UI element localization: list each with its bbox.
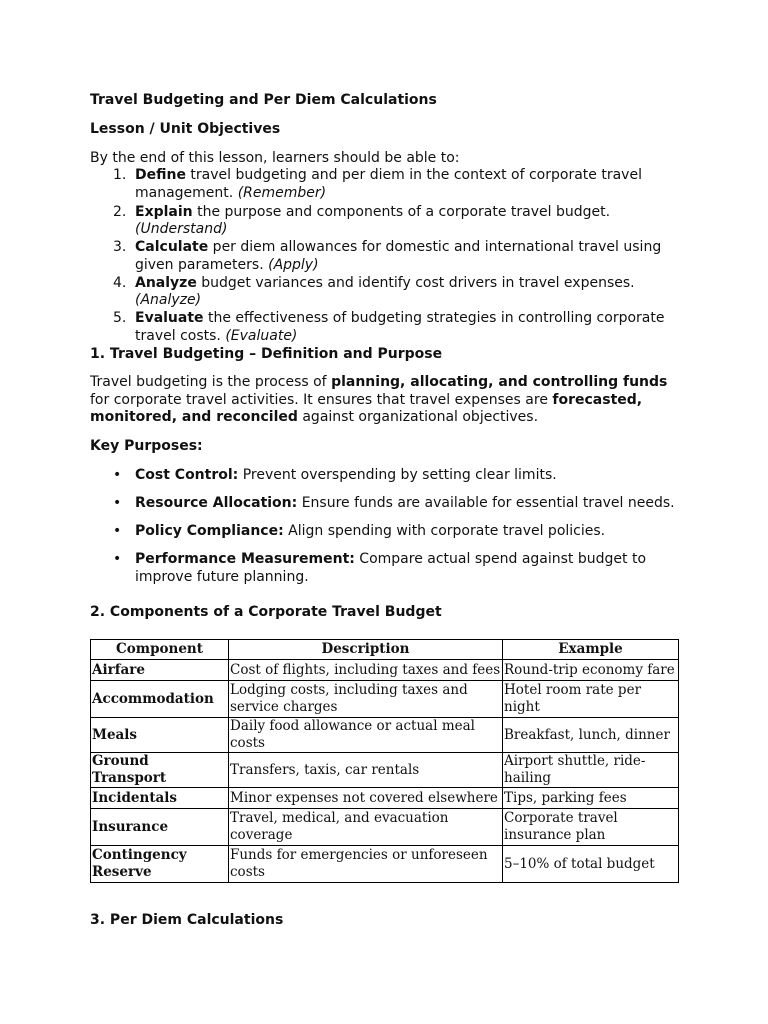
text-run: Travel budgeting is the process of — [90, 374, 332, 390]
table-cell: Cost of flights, including taxes and fees — [229, 660, 503, 681]
list-item — [135, 522, 605, 540]
table-cell: 5–10% of total budget — [503, 846, 679, 883]
table-cell: Breakfast, lunch, dinner — [503, 718, 679, 753]
table-cell: Daily food allowance or actual meal costs — [229, 718, 503, 753]
paragraph-line — [90, 408, 538, 426]
table-cell: Meals — [91, 718, 229, 753]
objective-level: (Understand) — [135, 221, 228, 237]
objective-verb: Calculate — [135, 239, 209, 255]
objective-text: the effectiveness of budgeting strategies in controlling corporate — [203, 310, 665, 326]
list-item-text: Compare actual spend against budget to — [354, 551, 647, 567]
bullet: • — [113, 467, 122, 483]
key-purposes-heading: Key Purposes: — [90, 438, 203, 454]
table-row — [91, 753, 679, 788]
list-item — [135, 494, 675, 512]
list-item-label: Performance Measurement: — [135, 551, 355, 567]
bullet: • — [113, 551, 122, 567]
components-table — [90, 639, 679, 883]
objective-line — [135, 291, 201, 309]
objective-verb: Explain — [135, 204, 193, 220]
objective-text: budget variances and identify cost drivers in travel expenses. — [196, 275, 635, 291]
column-header: Description — [229, 640, 503, 660]
column-header: Example — [503, 640, 679, 660]
objective-text: travel budgeting and per diem in the context of corporate travel — [185, 167, 642, 183]
table-cell: Incidentals — [91, 788, 229, 809]
text-run: planning, allocating, and controlling funds — [331, 374, 668, 390]
table-cell: Minor expenses not covered elsewhere — [229, 788, 503, 809]
paragraph-line — [90, 391, 642, 409]
objective-verb: Analyze — [135, 275, 197, 291]
objective-number: 4. — [113, 275, 127, 291]
text-run: forecasted, — [552, 392, 643, 408]
text-run: for corporate travel activities. It ensures that travel expenses are — [90, 392, 553, 408]
table-cell: Round-trip economy fare — [503, 660, 679, 681]
objectives-intro: By the end of this lesson, learners should be able to: — [90, 150, 460, 166]
objective-line — [135, 184, 326, 202]
table-cell: Ground Transport — [91, 753, 229, 788]
bullet: • — [113, 495, 122, 511]
objective-line — [135, 309, 664, 327]
list-item-label: Cost Control: — [135, 467, 239, 483]
section-heading: 3. Per Diem Calculations — [90, 912, 284, 928]
objectives-heading: Lesson / Unit Objectives — [90, 121, 281, 137]
objective-level: (Apply) — [268, 257, 319, 273]
table-cell: Airport shuttle, ride-hailing — [503, 753, 679, 788]
list-item — [135, 550, 646, 568]
table-cell: Insurance — [91, 809, 229, 846]
objective-level: (Evaluate) — [225, 328, 298, 344]
objective-line — [135, 274, 635, 292]
table-header-row — [91, 640, 679, 660]
table-cell: Contingency Reserve — [91, 846, 229, 883]
objective-line — [135, 203, 610, 221]
table-cell: Corporate travel insurance plan — [503, 809, 679, 846]
objective-text: per diem allowances for domestic and international travel using — [208, 239, 662, 255]
table-cell: Funds for emergencies or unforeseen costs — [229, 846, 503, 883]
objective-number: 2. — [113, 204, 127, 220]
table-cell: Airfare — [91, 660, 229, 681]
document-title: Travel Budgeting and Per Diem Calculations — [90, 92, 437, 108]
table-row — [91, 718, 679, 753]
list-item-text: Align spending with corporate travel policies. — [283, 523, 606, 539]
table-cell: Travel, medical, and evacuation coverage — [229, 809, 503, 846]
objective-line — [135, 327, 297, 345]
table-cell: Lodging costs, including taxes and service charges — [229, 681, 503, 718]
objective-text: management. — [135, 185, 238, 201]
section-heading: 2. Components of a Corporate Travel Budget — [90, 604, 442, 620]
list-item-continuation: improve future planning. — [135, 569, 309, 585]
table-row — [91, 660, 679, 681]
paragraph-line — [90, 373, 667, 391]
list-item — [135, 466, 557, 484]
table-cell: Accommodation — [91, 681, 229, 718]
column-header: Component — [91, 640, 229, 660]
objective-line — [135, 166, 642, 184]
table-cell: Transfers, taxis, car rentals — [229, 753, 503, 788]
objective-number: 3. — [113, 239, 127, 255]
objective-number: 5. — [113, 310, 127, 326]
text-run: against organizational objectives. — [297, 409, 539, 425]
objective-level: (Remember) — [237, 185, 327, 201]
text-run: monitored, and reconciled — [90, 409, 298, 425]
list-item-text: Prevent overspending by setting clear limits. — [238, 467, 557, 483]
table-row — [91, 846, 679, 883]
objective-line — [135, 220, 227, 238]
objective-verb: Evaluate — [135, 310, 204, 326]
table-cell: Tips, parking fees — [503, 788, 679, 809]
objective-level: (Analyze) — [135, 292, 202, 308]
table-row — [91, 681, 679, 718]
objective-line — [135, 238, 661, 256]
table-row — [91, 809, 679, 846]
table-cell: Hotel room rate per night — [503, 681, 679, 718]
section-heading: 1. Travel Budgeting – Definition and Purpose — [90, 346, 443, 362]
objective-text: the purpose and components of a corporate travel budget. — [192, 204, 611, 220]
objective-verb: Define — [135, 167, 186, 183]
list-item-text: Ensure funds are available for essential travel needs. — [297, 495, 675, 511]
bullet: • — [113, 523, 122, 539]
objective-line — [135, 256, 319, 274]
objective-text: travel costs. — [135, 328, 226, 344]
list-item-label: Policy Compliance: — [135, 523, 284, 539]
objective-text: given parameters. — [135, 257, 269, 273]
objective-number: 1. — [113, 167, 127, 183]
table-row — [91, 788, 679, 809]
list-item-label: Resource Allocation: — [135, 495, 298, 511]
